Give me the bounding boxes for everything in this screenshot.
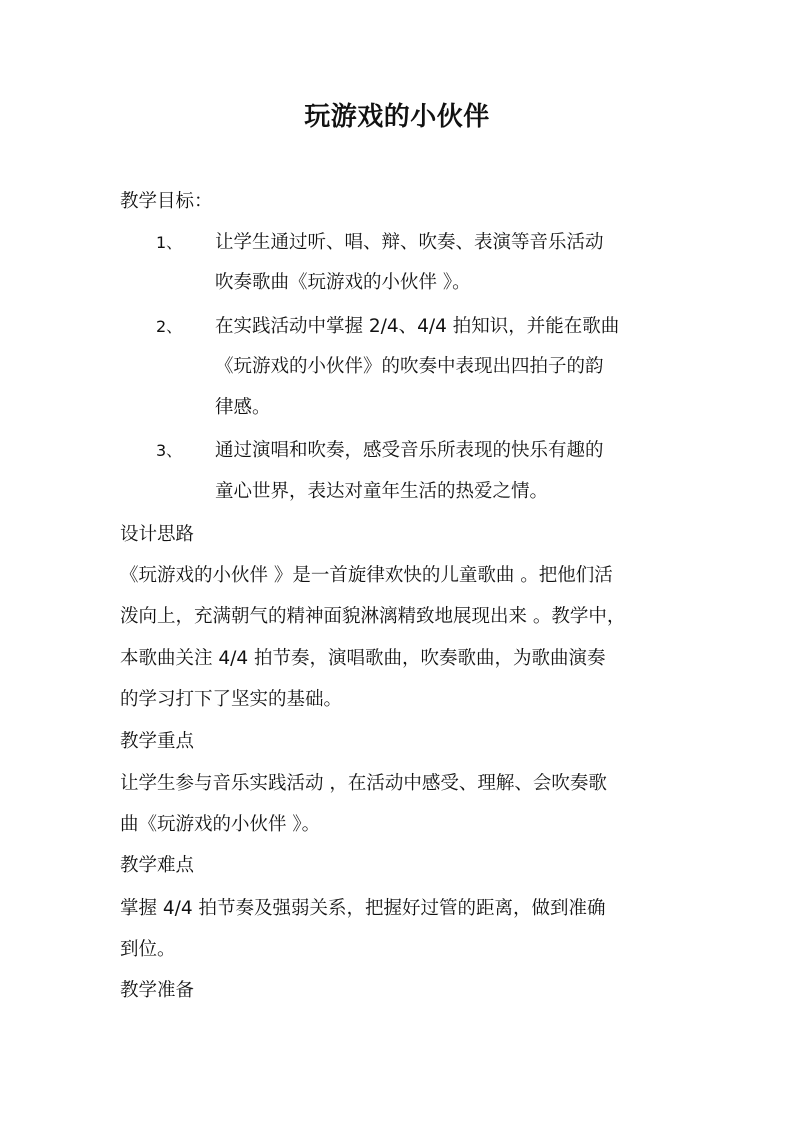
objective-number-2: 2、 (156, 317, 183, 336)
design-line-4: 的学习打下了坚实的基础。 (120, 689, 343, 710)
objective-1-line-2: 吹奏歌曲《玩游戏的小伙伴 》。 (215, 272, 471, 293)
objective-3-line-1: 通过演唱和吹奏，感受音乐所表现的快乐有趣的 (215, 440, 604, 461)
document-title: 玩游戏的小伙伴 (304, 102, 490, 132)
objective-2-line-2: 《玩游戏的小伙伴》的吹奏中表现出四拍子的韵 (215, 356, 604, 377)
objective-2-line-3: 律感。 (215, 397, 271, 418)
design-line-2: 泼向上，充满朝气的精神面貌淋漓精致地展现出来 。教学中， (120, 606, 626, 627)
focus-heading: 教学重点 (120, 731, 195, 752)
focus-line-2: 曲《玩游戏的小伙伴 》。 (120, 814, 321, 835)
focus-line-1: 让学生参与音乐实践活动 ，在活动中感受、理解、会吹奏歌 (120, 773, 607, 794)
objective-1-line-1: 让学生通过听、唱、辩、吹奏、表演等音乐活动 (215, 232, 604, 253)
objectives-heading: 教学目标： (120, 191, 213, 212)
objective-2-line-1: 在实践活动中掌握 2/4、4/4 拍知识，并能在歌曲 (215, 316, 620, 337)
difficulty-line-2: 到位。 (120, 939, 176, 960)
objective-number-1: 1、 (156, 233, 183, 252)
design-heading: 设计思路 (120, 524, 195, 545)
objective-number-3: 3、 (156, 441, 183, 460)
difficulty-line-1: 掌握 4/4 拍节奏及强弱关系，把握好过管的距离，做到准确 (120, 898, 606, 919)
objective-3-line-2: 童心世界，表达对童年生活的热爱之情。 (215, 481, 549, 502)
design-line-1: 《玩游戏的小伙伴 》是一首旋律欢快的儿童歌曲 。把他们活 (120, 565, 613, 586)
preparation-heading: 教学准备 (120, 980, 195, 1001)
difficulty-heading: 教学难点 (120, 855, 195, 876)
design-line-3: 本歌曲关注 4/4 拍节奏，演唱歌曲，吹奏歌曲，为歌曲演奏 (120, 648, 606, 669)
